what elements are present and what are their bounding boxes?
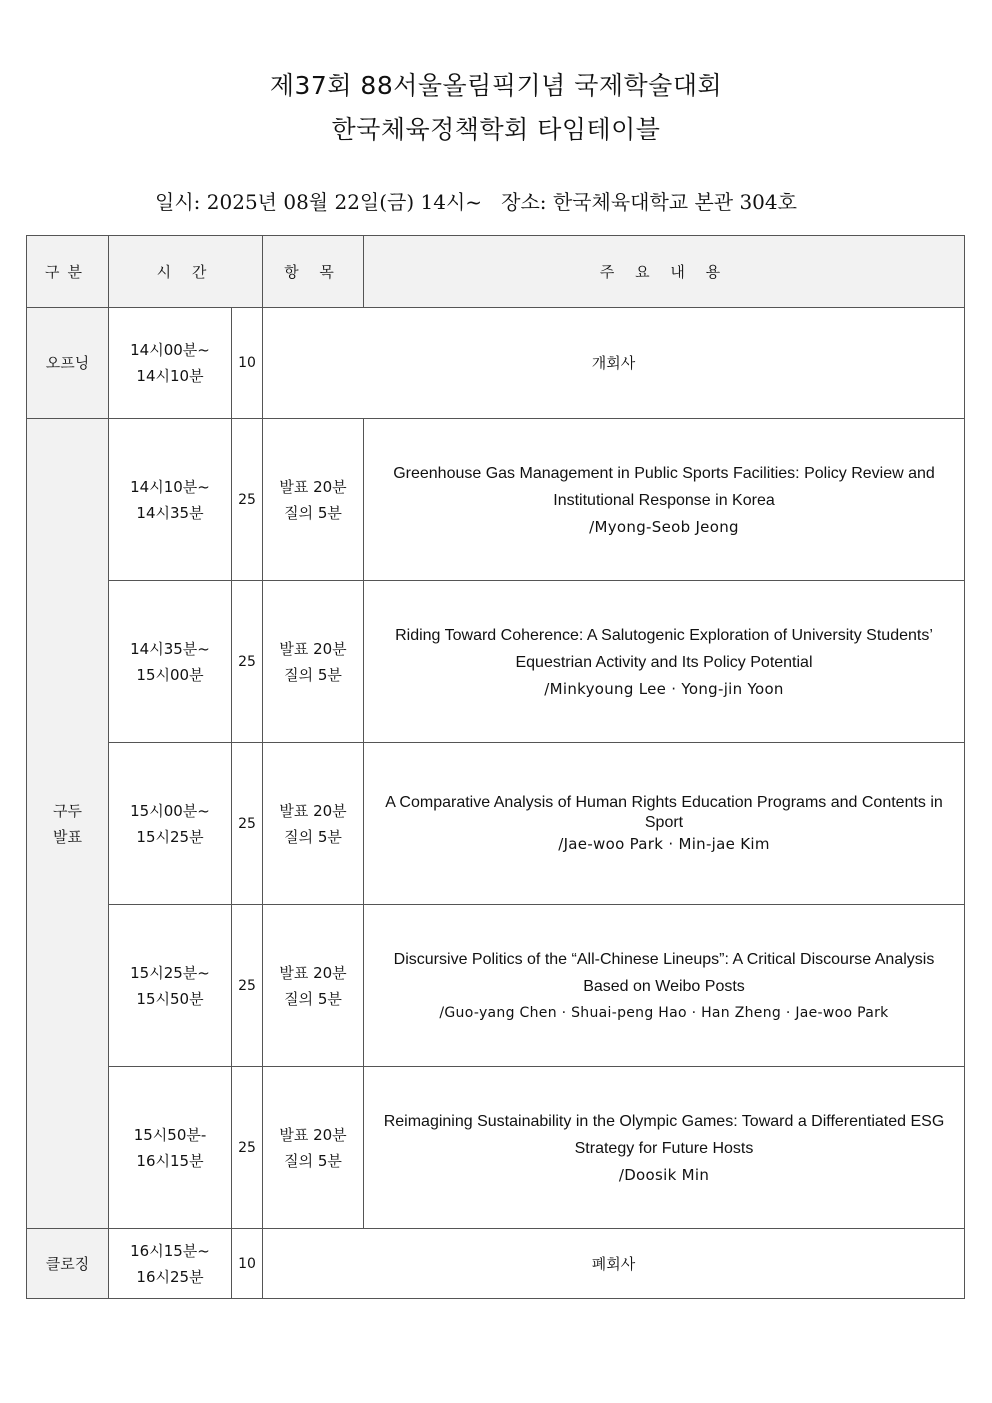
- table-row: [27, 581, 965, 743]
- paper-authors: /Myong-Seob Jeong: [589, 517, 739, 536]
- time-start: 15시25분~: [130, 963, 210, 982]
- item-qa: 질의 5분: [284, 1151, 342, 1170]
- item-cell: [263, 905, 364, 1067]
- column-header-item: 항 목: [263, 236, 364, 308]
- time-start: 14시00분~: [130, 341, 210, 359]
- content-cell: [364, 581, 965, 743]
- content-cell: [364, 905, 965, 1067]
- content-cell: [364, 1067, 965, 1229]
- category-presentation: [27, 419, 109, 1229]
- time-end: 16시25분: [136, 1267, 204, 1286]
- paper-title: Riding Toward Coherence: A Salutogenic Exploration of University Students’ Equestrian Activity and Its Policy Potential: [395, 626, 933, 671]
- paper-authors: /Minkyoung Lee · Yong-jin Yoon: [544, 679, 784, 698]
- item-presentation: 발표 20분: [279, 639, 347, 658]
- duration-cell: 10: [232, 1229, 263, 1299]
- item-presentation: 발표 20분: [279, 801, 347, 820]
- item-cell: [263, 419, 364, 581]
- item-presentation: 발표 20분: [279, 1125, 347, 1144]
- time-cell: [109, 308, 232, 419]
- table-row: [27, 1067, 965, 1229]
- column-header-time: 시 간: [109, 236, 263, 308]
- table-row: [27, 743, 965, 905]
- paper-authors: /Doosik Min: [618, 1165, 710, 1184]
- paper-title: Reimagining Sustainability in the Olympic Games: Toward a Differentiated ESG Strategy for Future Hosts: [383, 1112, 945, 1157]
- time-end: 14시10분: [136, 367, 204, 385]
- time-end: 14시35분: [136, 503, 204, 522]
- duration-cell: 25: [232, 905, 263, 1067]
- time-cell: [109, 905, 232, 1067]
- duration-cell: 25: [232, 1067, 263, 1229]
- column-header-content: 주 요 내 용: [364, 236, 965, 308]
- item-qa: 질의 5분: [284, 989, 342, 1008]
- event-info: [0, 186, 952, 215]
- table-row-closing: [27, 1229, 965, 1299]
- time-cell: [109, 743, 232, 905]
- time-end: 16시15분: [136, 1151, 204, 1170]
- category-closing: 클로징: [27, 1229, 109, 1299]
- table-row: [27, 905, 965, 1067]
- table-header-row: [27, 236, 965, 308]
- duration-cell: 25: [232, 581, 263, 743]
- time-cell: [109, 419, 232, 581]
- table-row-opening: [27, 308, 965, 419]
- event-info-text: 일시: 2025년 08월 22일(금) 14시~ 장소: 한국체육대학교 본관 304호: [155, 190, 797, 214]
- time-end: 15시00분: [136, 665, 204, 684]
- category-label-line2: 발표: [53, 827, 82, 846]
- duration-cell: 10: [232, 308, 263, 419]
- time-start: 14시35분~: [130, 639, 210, 658]
- time-end: 15시50분: [136, 989, 204, 1008]
- category-label-line1: 구두: [53, 801, 82, 820]
- paper-authors: /Jae-woo Park · Min-jae Kim: [558, 834, 770, 853]
- content-opening: 개회사: [263, 308, 965, 419]
- paper-title: Greenhouse Gas Management in Public Sports Facilities: Policy Review and Institutional Response in Korea: [393, 464, 935, 509]
- item-qa: 질의 5분: [284, 503, 342, 522]
- time-cell: [109, 581, 232, 743]
- time-start: 16시15분~: [130, 1241, 210, 1260]
- category-opening: 오프닝: [27, 308, 109, 419]
- item-qa: 질의 5분: [284, 827, 342, 846]
- paper-title: A Comparative Analysis of Human Rights Education Programs and Contents in Sport: [385, 793, 943, 831]
- item-presentation: 발표 20분: [279, 477, 347, 496]
- time-cell: [109, 1229, 232, 1299]
- time-start: 15시00분~: [130, 801, 210, 820]
- table-row: [27, 419, 965, 581]
- content-cell: [364, 419, 965, 581]
- item-cell: [263, 743, 364, 905]
- content-closing: 폐회사: [263, 1229, 965, 1299]
- content-cell: [364, 743, 965, 905]
- time-end: 15시25분: [136, 827, 204, 846]
- item-qa: 질의 5분: [284, 665, 342, 684]
- item-presentation: 발표 20분: [279, 963, 347, 982]
- duration-cell: 25: [232, 743, 263, 905]
- document-subtitle: 한국체육정책학회 타임테이블: [331, 115, 661, 144]
- paper-title: Discursive Politics of the “All-Chinese Lineups”: A Critical Discourse Analysis Based on Weibo Posts: [393, 950, 935, 995]
- item-cell: [263, 1067, 364, 1229]
- timetable: [26, 235, 965, 1299]
- duration-cell: 25: [232, 419, 263, 581]
- paper-authors: /Guo-yang Chen · Shuai-peng Hao · Han Zheng · Jae-woo Park: [439, 1004, 889, 1021]
- column-header-category: 구분: [27, 236, 109, 308]
- time-cell: [109, 1067, 232, 1229]
- document-title: 제37회 88서울올림픽기념 국제학술대회: [269, 71, 723, 100]
- item-cell: [263, 581, 364, 743]
- time-start: 15시50분-: [133, 1125, 207, 1144]
- time-start: 14시10분~: [130, 477, 210, 496]
